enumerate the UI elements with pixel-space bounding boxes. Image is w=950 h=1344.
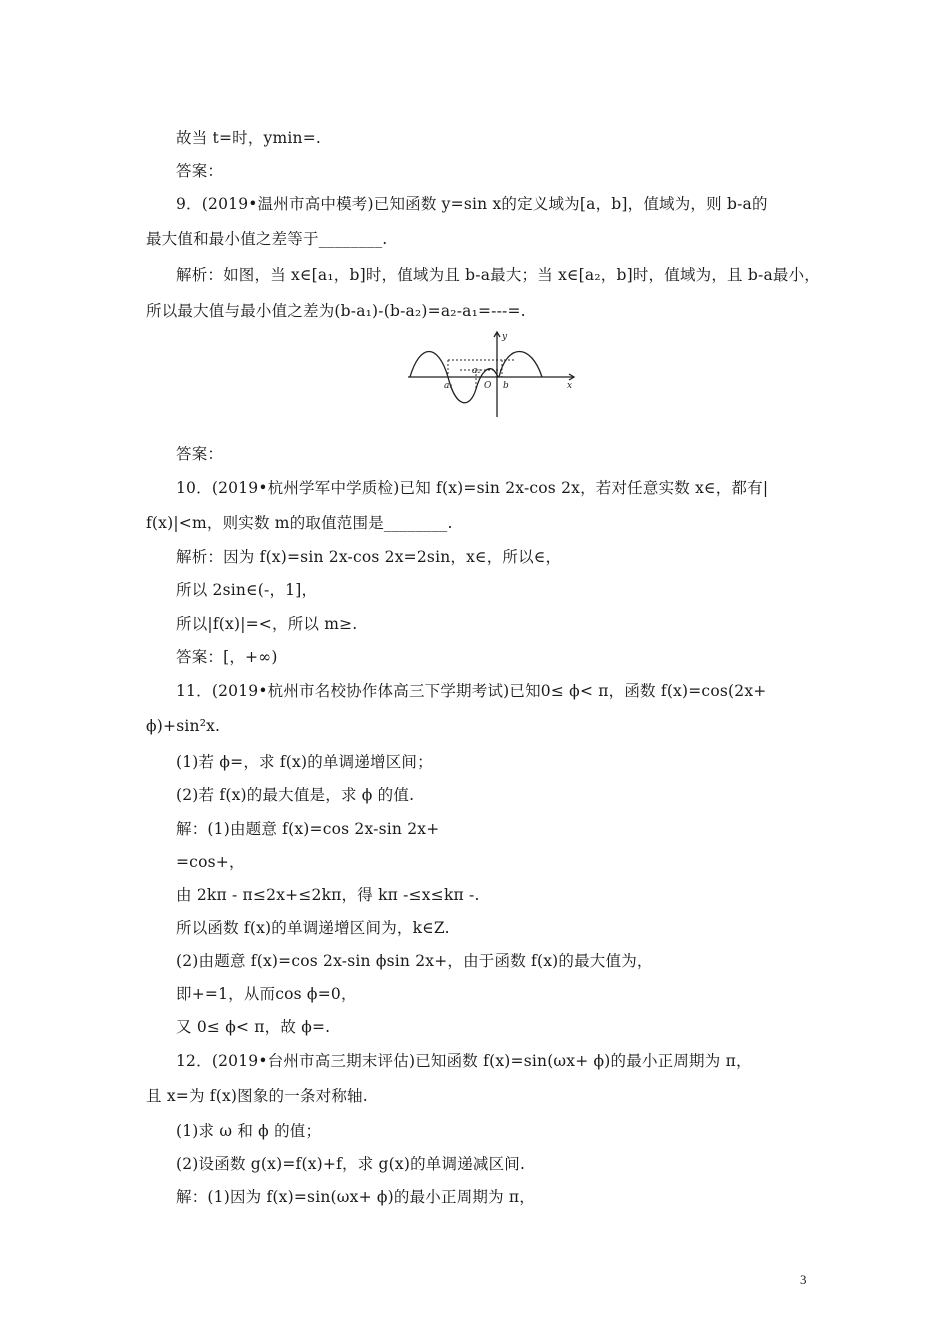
line-17: 解：(1)由题意 f(x)=cos 2x-sin 2x+ xyxy=(176,820,440,838)
line-9: 解析：因为 f(x)=sin 2x-cos 2x=2sin，x∈，所以∈， xyxy=(176,548,562,566)
line-0: 故当 t=时，ymin=. xyxy=(176,129,322,147)
line-16: (2)若 f(x)的最大值是，求 ϕ 的值. xyxy=(176,786,415,804)
line-14: ϕ)+sin²x. xyxy=(146,717,221,735)
label-y: y xyxy=(502,332,508,342)
label-o: O xyxy=(484,381,492,391)
label-x: x xyxy=(567,381,573,391)
label-b: b xyxy=(503,381,509,391)
line-3: 最大值和最小值之差等于________. xyxy=(146,230,388,248)
line-8: f(x)|<m，则实数 m的取值范围是________. xyxy=(146,514,453,532)
line-28: 解：(1)因为 f(x)=sin(ωx+ ϕ)的最小正周期为 π， xyxy=(176,1188,536,1206)
line-25: 且 x=为 f(x)图象的一条对称轴. xyxy=(146,1087,368,1105)
line-15: (1)若 ϕ=，求 f(x)的单调递增区间； xyxy=(176,753,433,771)
line-21: (2)由题意 f(x)=cos 2x-sin ϕsin 2x+，由于函数 f(x)的最大值为， xyxy=(176,952,653,970)
line-13: 11．(2019•杭州市名校协作体高三下学期考试)已知0≤ ϕ< π，函数 f(x)=cos(2x+ xyxy=(176,682,767,700)
line-12: 答案：[，+∞) xyxy=(176,648,278,666)
line-22: 即+=1，从而cos ϕ=0， xyxy=(176,985,357,1003)
line-6: 答案： xyxy=(176,445,224,463)
line-1: 答案： xyxy=(176,162,224,180)
line-26: (1)求 ω 和 ϕ 的值； xyxy=(176,1122,322,1140)
line-10: 所以 2sin∈(-，1]， xyxy=(176,581,318,599)
line-24: 12．(2019•台州市高三期末评估)已知函数 f(x)=sin(ωx+ ϕ)的最小正周期为 π， xyxy=(176,1052,752,1070)
line-7: 10．(2019•杭州学军中学质检)已知 f(x)=sin 2x-cos 2x，若对任意实数 x∈，都有| xyxy=(176,479,769,497)
label-a1: a₁ xyxy=(444,381,453,391)
label-a2: a₂ xyxy=(472,366,481,376)
line-4: 解析：如图，当 x∈[a₁，b]时，值域为且 b-a最大；当 x∈[a₂，b]时，值域为，且 b-a最小， xyxy=(176,266,820,284)
line-20: 所以函数 f(x)的单调递增区间为，k∈Z. xyxy=(176,919,450,937)
line-27: (2)设函数 g(x)=f(x)+f，求 g(x)的单调递减区间. xyxy=(176,1155,526,1173)
line-2: 9．(2019•温州市高中模考)已知函数 y=sin x的定义域为[a，b]，值域为，则 b-a的 xyxy=(176,195,768,213)
line-11: 所以|f(x)|=<，所以 m≥. xyxy=(176,615,358,633)
line-19: 由 2kπ - π≤2x+≤2kπ，得 kπ -≤x≤kπ -. xyxy=(176,886,480,904)
sine-graph-figure xyxy=(404,327,584,420)
page-number: 3 xyxy=(800,1272,807,1287)
line-18: =cos+， xyxy=(176,853,245,871)
line-23: 又 0≤ ϕ< π，故 ϕ=. xyxy=(176,1018,331,1036)
line-5: 所以最大值与最小值之差为(b-a₁)-(b-a₂)=a₂-a₁=---=. xyxy=(146,302,526,320)
